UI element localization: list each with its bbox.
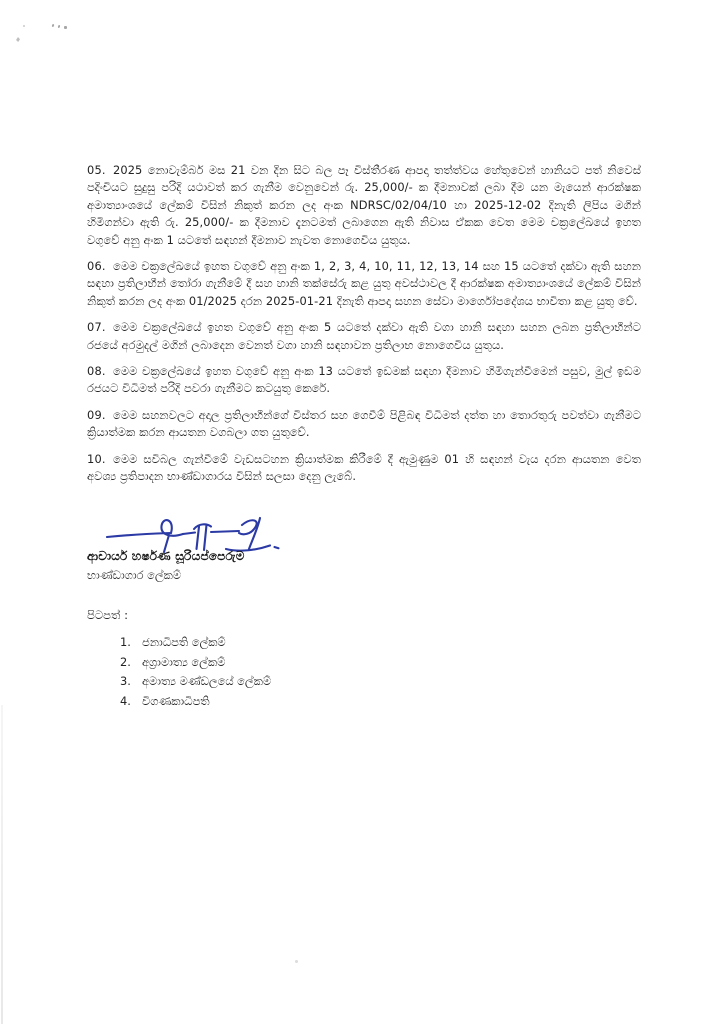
- signature-block: [87, 505, 407, 583]
- paragraph-number: 09.: [87, 407, 106, 422]
- paragraph-06: [87, 258, 641, 310]
- list-item-number: 4.: [120, 693, 131, 708]
- copies-block: [87, 608, 407, 711]
- list-item: [87, 633, 407, 653]
- scan-speck: [52, 24, 55, 28]
- paragraph-number: 05.: [87, 163, 106, 177]
- list-item-number: 3.: [120, 674, 131, 688]
- paragraph-07: [87, 319, 641, 354]
- scan-speck: [16, 37, 20, 42]
- scan-speck: [64, 26, 67, 29]
- list-item: [87, 692, 407, 712]
- copies-list: [87, 633, 407, 711]
- signatory-title: භාණ්ඩාගාර ලේකම්: [87, 568, 181, 582]
- paragraph-number: 07.: [87, 320, 106, 335]
- signatory-name: ආචාර්ය හර්ෂණ සූරියප්පෙරුම: [87, 549, 245, 563]
- paragraph-number: 10.: [87, 451, 106, 466]
- paragraph-09: [87, 407, 641, 442]
- paragraph-05: [87, 162, 641, 249]
- list-item: [87, 672, 407, 692]
- paragraph-text: මෙම චක්‍රලේඛයේ ඉහත වගුවේ අනු අංක 13 යටතේ ඉඩමක් සඳහා දීමනාව හිමිගැන්වීමෙන් පසුව, මුල් ඉඩම රජයට විධිමත් පරිදි පවරා ගැනීමට කටයුතු කෙරේ.: [87, 364, 641, 396]
- list-item-text: ජනාධිපති ලේකම්: [142, 635, 226, 649]
- list-item-text: විගණකාධිපති: [142, 693, 210, 708]
- list-item: [87, 653, 407, 673]
- paragraph-text: 2025 නොවැම්බර් මස 21 වන දින සිට බල පෑ විස්තීරණ ආපදා තත්ත්වය හේතුවෙන් හානියට පත් නිවෙස් පදිංචියට සුදුසු පරිදි යථාවත් කර ගැනීම වෙනුවෙන් රු. 25,000/- ක දීමනාවක් ලබා දීම යන මැයෙන් ආරක්ෂක අමාත්‍යාංශයේ ලේකම් විසින් නිකුත් කරන ලද අංක NDRSC/02/04/10 හා 2025-12-02 දිනැති ලිපිය මගින් හිමිගන්වා ඇති රු. 25,000/- ක දීමනාව දැනටමත් ලබාගෙන ඇති නිවාස ඒකක වෙත මෙම චක්‍රලේඛයේ ඉහත වගුවේ අනු අංක 1 යටතේ සඳහන් දීමනාව නැවත නොගෙවිය යුතුය.: [87, 163, 641, 247]
- paragraph-number: 06.: [87, 259, 106, 274]
- paragraph-text: මෙම සහනවලට අදාල ප්‍රතිලාභීන්ගේ විස්තර සහ ගෙවීම් පිළිබඳ විධිමත් දත්ත හා තොරතුරු පවත්වා ගැනීමට ක්‍රියාත්මක කරන ආයතන වගබලා ගත යුතුවේ.: [87, 407, 641, 440]
- scan-speck: [23, 25, 25, 27]
- paragraph-10: [87, 451, 641, 486]
- list-item-number: 2.: [120, 654, 131, 669]
- list-item-number: 1.: [120, 635, 131, 649]
- scan-edge-shadow: [1, 705, 3, 1024]
- paragraph-number: 08.: [87, 364, 106, 379]
- list-item-text: අග්‍රාමාත්‍ය ලේකම්: [142, 654, 226, 669]
- copies-label: පිටපත් :: [87, 608, 129, 622]
- scan-speck: [58, 25, 61, 28]
- paragraph-text: මෙම චක්‍රලේඛයේ ඉහත වගුවේ අනු අංක 5 යටතේ දක්වා ඇති වගා හානි සඳහා සහන ලබන ප්‍රතිලාභීන්ට රජයේ අරමුදල් මගින් ලබාදෙන වෙනත් වගා හානි සඳහාවන ප්‍රතිලාභ නොගෙවිය යුතුය.: [87, 320, 641, 352]
- letter-body: [87, 162, 641, 495]
- paragraph-text: මෙම සවිබල ගැන්වීමේ වැඩසටහන ක්‍රියාත්මක කිරීමේ දී ඇමුණුම 01 හි සඳහන් වැය දරන ආයතන වෙත අවශ්‍ය ප්‍රතිපාදන භාණ්ඩාගාරය විසින් සලසා දෙනු ලැබේ.: [87, 451, 641, 484]
- handwritten-signature-icon: [99, 505, 289, 555]
- paragraph-08: [87, 363, 641, 398]
- paragraph-text: මෙම චක්‍රලේඛයේ ඉහත වගුවේ අනු අංක 1, 2, 3, 4, 10, 11, 12, 13, 14 සහ 15 යටතේ දක්වා ඇති සහන සඳහා ප්‍රතිලාභීන් තෝරා ගැනීමේ දී සහ හානි තක්සේරු කළ යුතු අවස්ථාවල දී ආරක්ෂක අමාත්‍යාංශයේ ලේකම් විසින් නිකුත් කරන ලද අංක 01/2025 දරන 2025-01-21 දිනැති ආපදා සහන සේවා මාර්ගෝපදේශය භාවිතා කළ යුතු වේ.: [87, 259, 641, 308]
- list-item-text: අමාත්‍ය මණ්ඩලයේ ලේකම්: [142, 674, 272, 688]
- scan-speck: [295, 960, 298, 963]
